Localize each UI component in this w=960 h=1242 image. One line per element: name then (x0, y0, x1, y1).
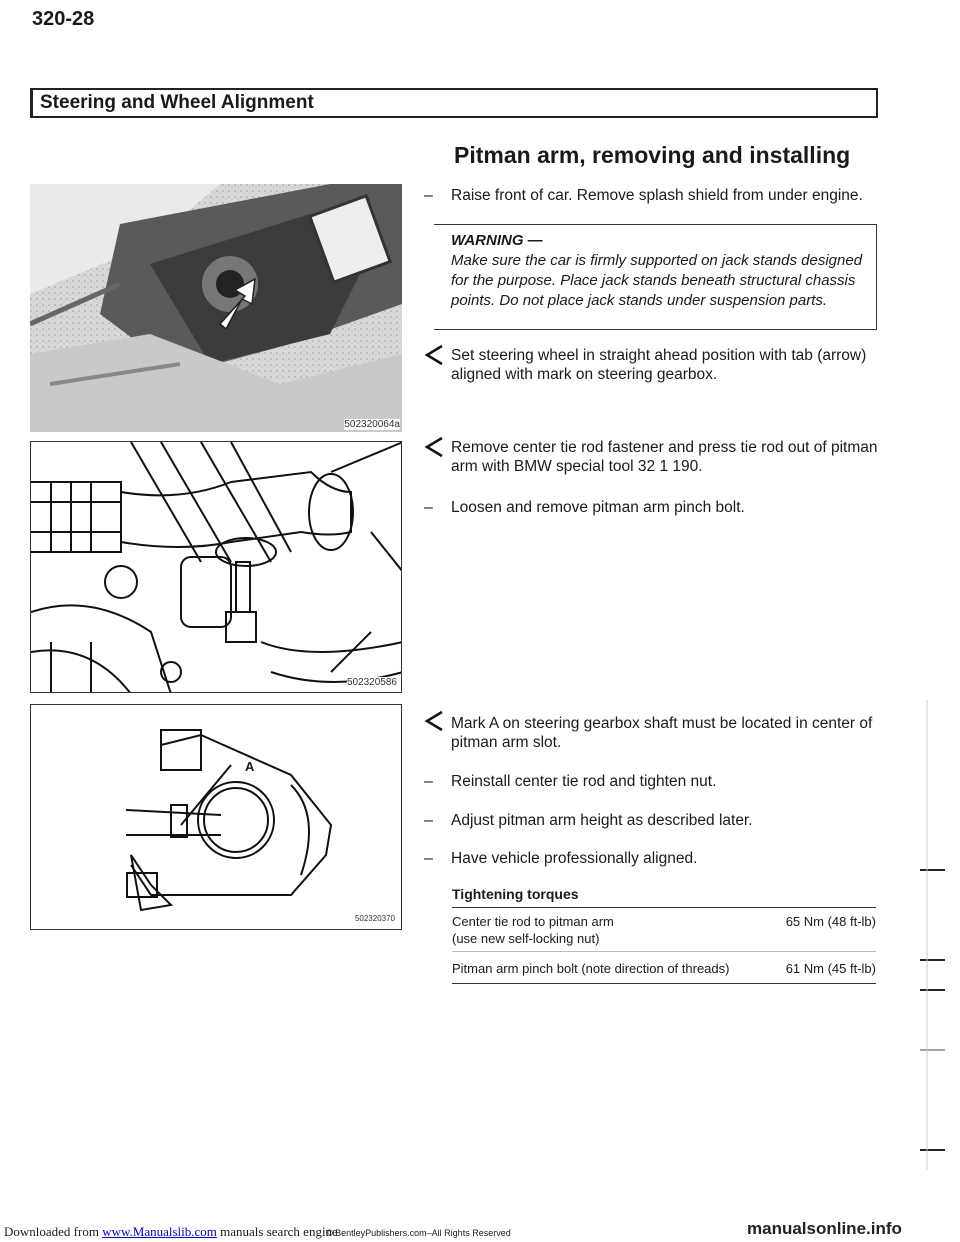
figure-code: 502320586 (346, 677, 397, 688)
step-1: Raise front of car. Remove splash shield from under engine. (451, 187, 863, 204)
table-rule (452, 983, 876, 984)
footer-copyright: © BentleyPublishers.com–All Rights Reserved (326, 1228, 511, 1238)
torque-item-note: (use new self-locking nut) (452, 931, 600, 946)
torque-table-heading: Tightening torques (452, 886, 579, 902)
torque-value: 61 Nm (45 ft-lb) (785, 961, 876, 976)
step-7: Adjust pitman arm height as described later. (451, 812, 753, 829)
figure-pointer-icon (424, 710, 444, 732)
warning-text: Make sure the car is firmly supported on jack stands designed for the purpose. Place jack stands beneath structural chassis points. Do not place jack stands under suspension parts. (451, 252, 863, 309)
step-bullet: – (424, 187, 433, 204)
step-bullet: – (424, 499, 433, 516)
footer-suffix: manuals search engine (220, 1224, 338, 1239)
figure-engine-photo (30, 184, 402, 432)
footer-prefix: Downloaded from (4, 1224, 99, 1239)
step-2: Set steering wheel in straight ahead position with tab (arrow) aligned with mark on steering gearbox. (451, 347, 867, 383)
step-bullet: – (424, 850, 433, 867)
figure-pointer-icon (424, 436, 444, 458)
step-3: Remove center tie rod fastener and press tie rod out of pitman arm with BMW special tool 32 1 190. (451, 439, 878, 475)
figure-code: 502320370 (354, 914, 395, 923)
manualslib-link[interactable]: www.Manualslib.com (102, 1224, 217, 1239)
footer-download-note (4, 1224, 338, 1240)
step-8: Have vehicle professionally aligned. (451, 850, 698, 867)
torque-value: 65 Nm (48 ft-lb) (785, 914, 876, 929)
mark-a-label: A (245, 759, 255, 774)
margin-crop-marks (905, 700, 955, 1180)
page-number: 320-28 (32, 8, 95, 30)
procedure-title: Pitman arm, removing and installing (454, 142, 851, 168)
step-bullet: – (424, 812, 433, 829)
step-5: Mark A on steering gearbox shaft must be located in center of pitman arm slot. (451, 715, 873, 751)
tie-rod-drawing (31, 442, 402, 693)
figure-code: 502320064a (344, 419, 400, 430)
figure-pitman-arm-slot (30, 704, 402, 930)
step-4: Loosen and remove pitman arm pinch bolt. (451, 499, 745, 516)
table-rule (452, 951, 876, 952)
step-6: Reinstall center tie rod and tighten nut. (451, 773, 717, 790)
torque-item: Pitman arm pinch bolt (note direction of threads) (452, 961, 730, 976)
step-bullet: – (424, 773, 433, 790)
section-title: Steering and Wheel Alignment (40, 92, 314, 113)
pitman-arm-slot-drawing (31, 705, 402, 930)
warning-heading: WARNING — (451, 232, 543, 249)
figure-pointer-icon (424, 344, 444, 366)
torque-item: Center tie rod to pitman arm (452, 914, 614, 929)
table-rule (452, 907, 876, 908)
footer-right-mark: manualsonline.info (747, 1219, 902, 1238)
figure-tie-rod-drawing (30, 441, 402, 693)
engine-photo-image (30, 184, 402, 432)
